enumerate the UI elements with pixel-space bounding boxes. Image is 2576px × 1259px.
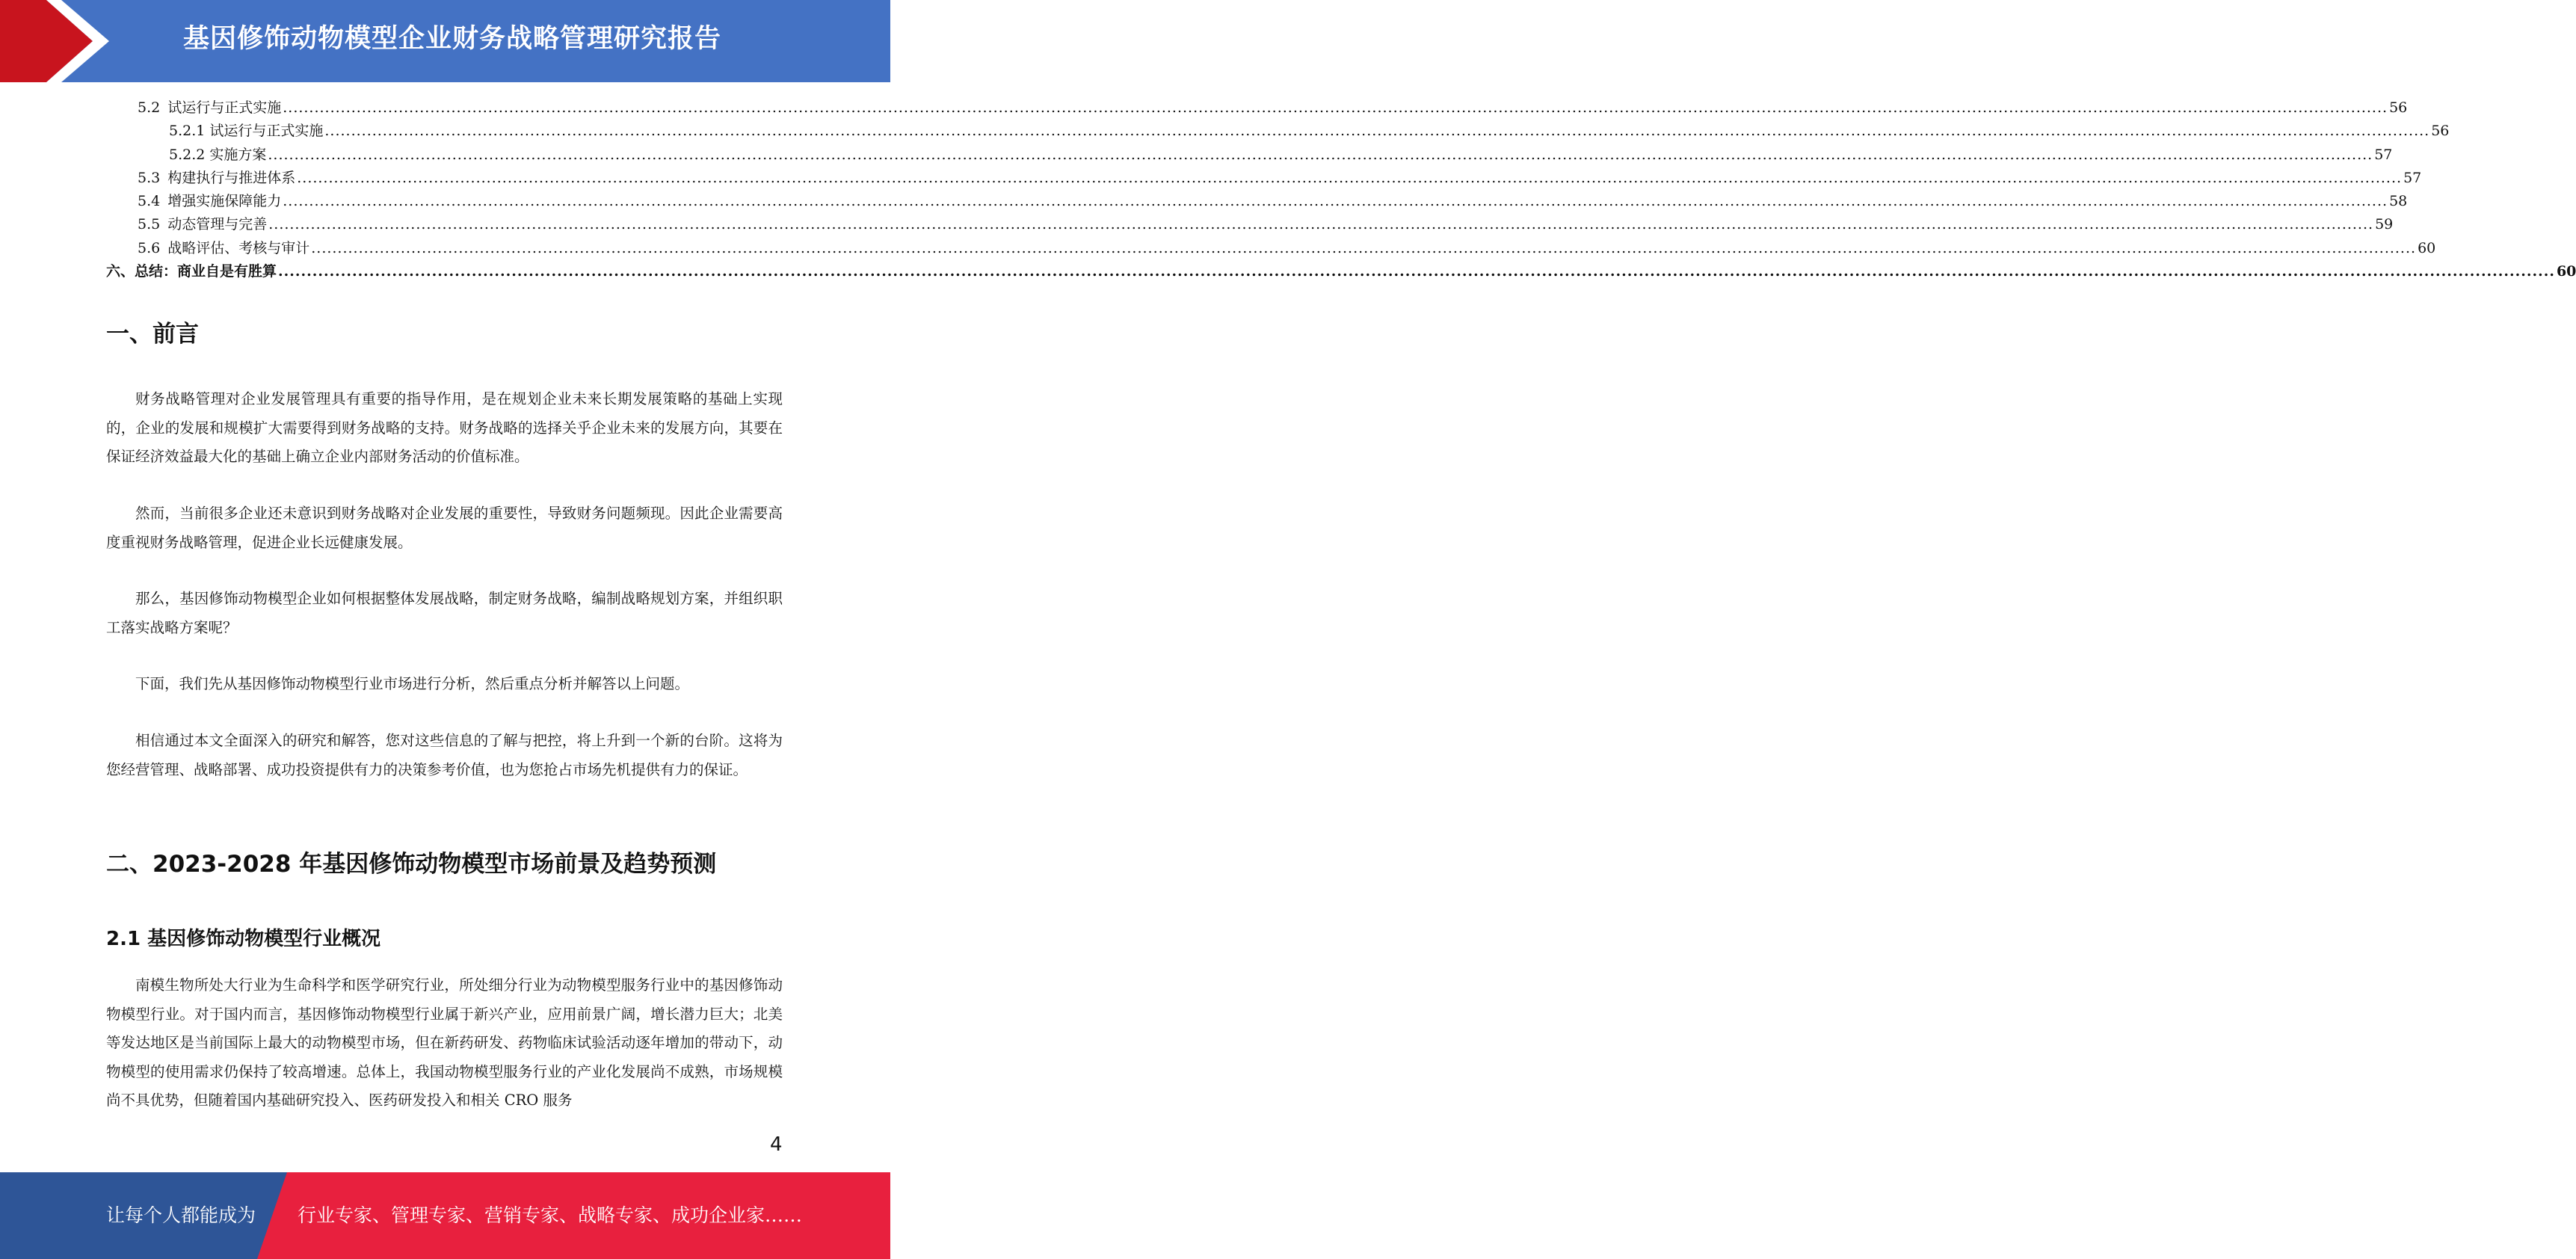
toc-entry-number: 5.2.2 (169, 146, 206, 163)
toc-entry-page: 56 (2389, 99, 2408, 116)
toc-entry[interactable] (106, 120, 2450, 143)
toc-dot-leader: ................................................................................................................................................................................................................................................................................................................................................................................................................ (283, 99, 2388, 116)
toc-entry-title: 增强实施保障能力 (167, 193, 282, 210)
toc-entry-number: 六、 (106, 263, 135, 280)
table-of-contents (106, 96, 2576, 283)
toc-dot-leader: ................................................................................................................................................................................................................................................................................................................................................................................................................ (324, 123, 2430, 140)
toc-dot-leader: ................................................................................................................................................................................................................................................................................................................................................................................................................ (283, 193, 2388, 210)
toc-entry-number: 5.2 (138, 99, 161, 116)
page-header (0, 0, 890, 82)
toc-entry[interactable] (106, 190, 2408, 213)
page-number: 4 (770, 1133, 783, 1156)
toc-dot-leader: ................................................................................................................................................................................................................................................................................................................................................................................................................ (268, 146, 2373, 163)
preface-paragraph-3: 那么，基因修饰动物模型企业如何根据整体发展战略，制定财务战略，编制战略规划方案，并组织职工落实战略方案呢？ (106, 590, 783, 636)
toc-dot-leader: ................................................................................................................................................................................................................................................................................................................................................................................................................ (311, 239, 2417, 256)
toc-dot-leader: ................................................................................................................................................................................................................................................................................................................................................................................................................ (278, 263, 2555, 280)
header-chevron-decoration (0, 0, 120, 82)
section-heading-market-outlook: 二、2023-2028 年基因修饰动物模型市场前景及趋势预测 (106, 851, 717, 878)
report-title: 基因修饰动物模型企业财务战略管理研究报告 (183, 24, 722, 54)
toc-entry-page: 59 (2375, 216, 2394, 233)
preface-paragraph-2: 然而，当前很多企业还未意识到财务战略对企业发展的重要性，导致财务问题频现。因此企业需要高度重视财务战略管理，促进企业长远健康发展。 (106, 505, 783, 551)
toc-entry-title: 试运行与正式实施 (209, 123, 324, 140)
preface-paragraph-5: 相信通过本文全面深入的研究和解答，您对这些信息的了解与把控，将上升到一个新的台阶。这将为您经营管理、战略部署、成功投资提供有力的决策参考价值，也为您抢占市场先机提供有力的保证。 (106, 732, 783, 778)
toc-entry-title: 动态管理与完善 (167, 216, 268, 233)
toc-entry-number: 5.3 (138, 169, 161, 186)
preface-paragraph-4: 下面，我们先从基因修饰动物模型行业市场进行分析，然后重点分析并解答以上问题。 (135, 675, 690, 692)
toc-entry-number: 5.5 (138, 216, 161, 233)
toc-dot-leader: ................................................................................................................................................................................................................................................................................................................................................................................................................ (297, 169, 2403, 186)
toc-entry-title: 实施方案 (209, 146, 267, 163)
toc-entry-number: 5.4 (138, 193, 161, 210)
page-footer (0, 1172, 890, 1259)
footer-slogan-left: 让每个人都能成为 (106, 1204, 256, 1226)
subsection-heading-industry-overview: 2.1 基因修饰动物模型行业概况 (106, 928, 381, 950)
toc-entry-title: 构建执行与推进体系 (167, 169, 296, 186)
industry-overview-paragraph: 南模生物所处大行业为生命科学和医学研究行业，所处细分行业为动物模型服务行业中的基因修饰动物模型行业。对于国内而言，基因修饰动物模型行业属于新兴产业，应用前景广阔，增长潜力巨大；北美等发达地区是当前国际上最大的动物模型市场，但在新药研发、药物临床试验活动逐年增加的带动下，动物模型的使用需求仍保持了较高增速。总体上，我国动物模型服务行业的产业化发展尚不成熟，市场规模尚不具优势，但随着国内基础研究投入、医药研发投入和相关 CRO 服务 (106, 976, 783, 1109)
footer-slogan-right: 行业专家、管理专家、营销专家、战略专家、成功企业家…… (298, 1204, 803, 1226)
toc-entry-page: 56 (2431, 123, 2450, 140)
toc-entry[interactable] (106, 96, 2408, 120)
toc-entry-page: 58 (2389, 193, 2408, 210)
toc-dot-leader: ................................................................................................................................................................................................................................................................................................................................................................................................................ (268, 216, 2374, 233)
toc-entry-title: 总结：商业自是有胜算 (135, 263, 277, 280)
toc-entry-page: 57 (2374, 146, 2393, 163)
toc-entry-number: 5.2.1 (169, 123, 206, 140)
toc-entry[interactable] (106, 260, 2576, 283)
toc-entry-page: 57 (2403, 169, 2422, 186)
toc-entry-title: 战略评估、考核与审计 (167, 239, 310, 256)
toc-entry[interactable] (106, 213, 2394, 236)
toc-entry[interactable] (106, 167, 2422, 190)
toc-entry[interactable] (106, 237, 2436, 260)
section-heading-preface: 一、前言 (106, 321, 199, 348)
toc-entry-page: 60 (2556, 263, 2576, 280)
toc-entry-title: 试运行与正式实施 (167, 99, 282, 116)
toc-entry-number: 5.6 (138, 239, 161, 256)
toc-entry-page: 60 (2418, 239, 2436, 256)
preface-paragraph-1: 财务战略管理对企业发展管理具有重要的指导作用，是在规划企业未来长期发展策略的基础上实现的，企业的发展和规模扩大需要得到财务战略的支持。财务战略的选择关乎企业未来的发展方向，其要在保证经济效益最大化的基础上确立企业内部财务活动的价值标准。 (106, 390, 783, 465)
toc-entry[interactable] (106, 144, 2393, 167)
